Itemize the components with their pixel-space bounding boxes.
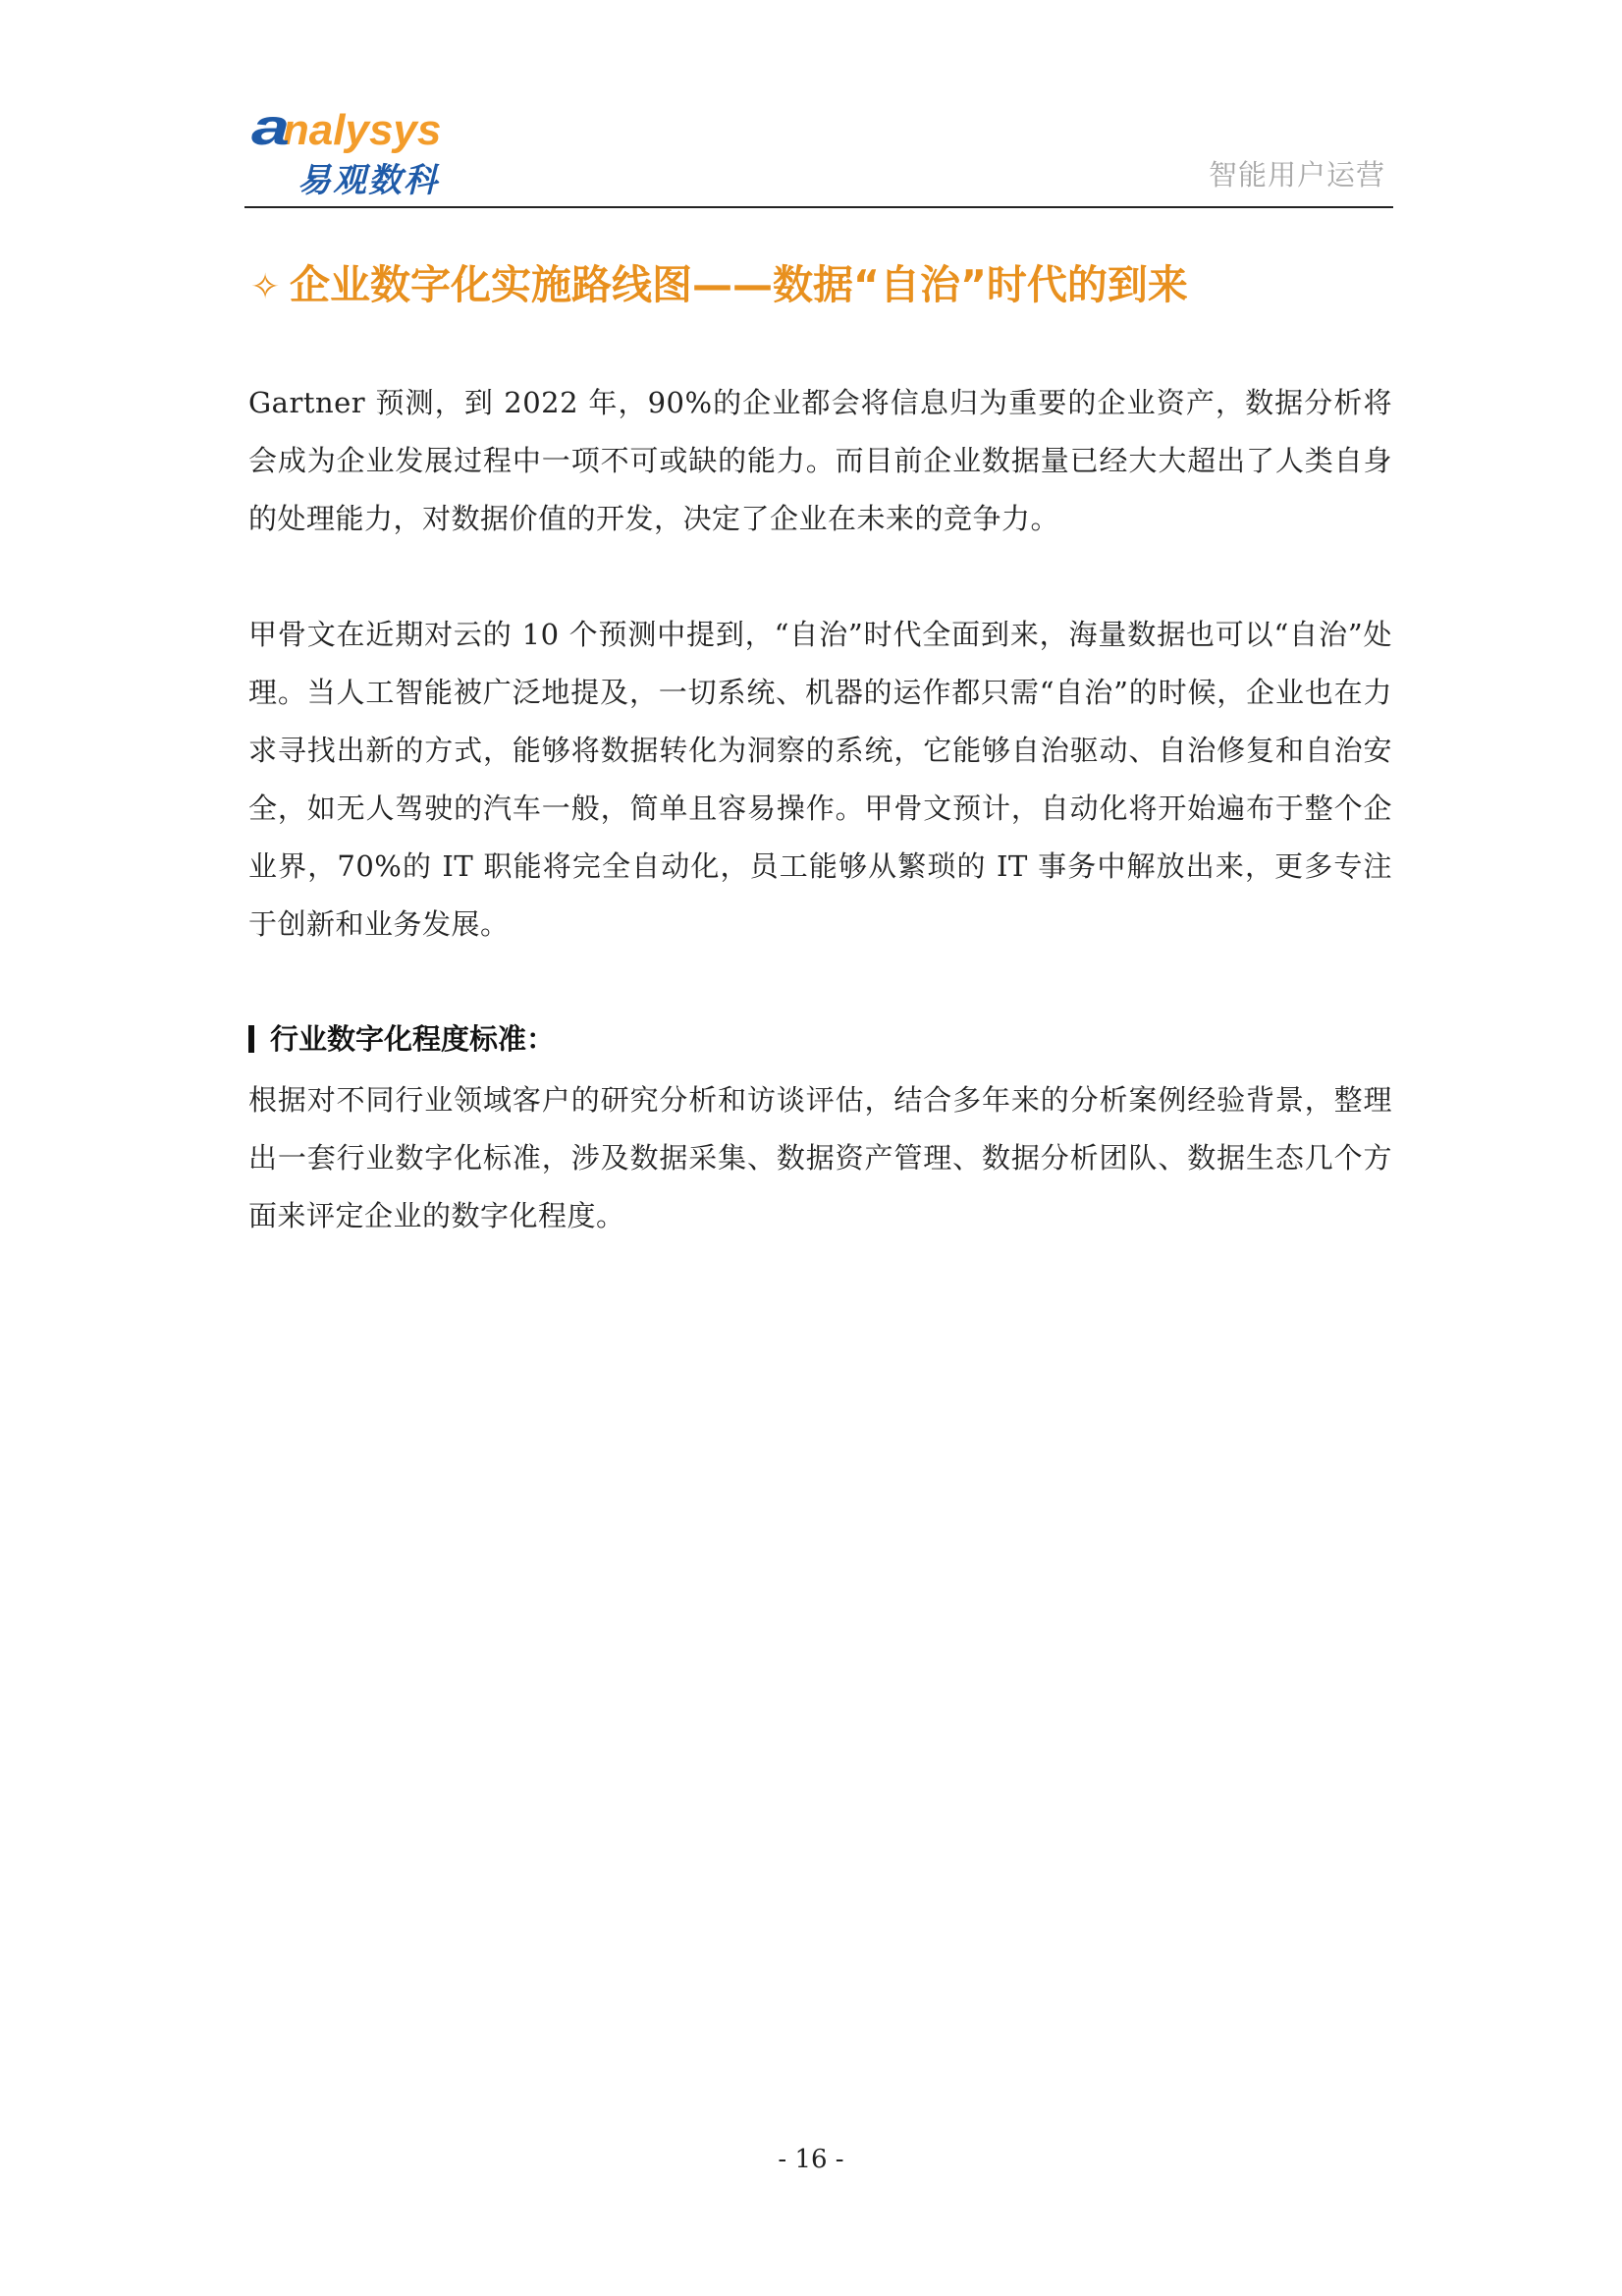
diamond-bullet-icon: ✧ — [250, 267, 281, 307]
paragraph-oracle: 甲骨文在近期对云的 10 个预测中提到，“自治”时代全面到来，海量数据也可以“自治”处理。当人工智能被广泛地提及，一切系统、机器的运作都只需“自治”的时候，企业也在力求寻找出新的方式，能够将数据转化为洞察的系统，它能够自治驱动、自治修复和自治安全，如无人驾驶的汽车一般，简单且容易操作。甲骨文预计，自动化将开始遍布于整个企业界，70%的 IT 职能将完全自动化，员工能够从繁琐的 IT 事务中解放出来，更多专注于创新和业务发展。 — [248, 618, 1392, 941]
paragraph-standard: 根据对不同行业领域客户的研究分析和访谈评估，结合多年来的分析案例经验背景，整理出一套行业数字化标准，涉及数据采集、数据资产管理、数据分析团队、数据生态几个方面来评定企业的数字化程度。 — [248, 1083, 1392, 1232]
section-title — [250, 257, 1389, 315]
logo-a-swoosh-icon: a — [250, 99, 290, 156]
page-number: - 16 - — [778, 2145, 844, 2174]
logo-chinese-name: 易观数科 — [297, 161, 439, 200]
header-section-tag: 智能用户运营 — [1208, 158, 1385, 191]
subsection-heading-text: 行业数字化程度标准： — [270, 1022, 556, 1056]
logo-wordmark — [250, 98, 442, 157]
page-header — [244, 98, 1393, 210]
subsection-heading — [248, 1019, 555, 1059]
paragraph-gartner: Gartner 预测，到 2022 年，90%的企业都会将信息归为重要的企业资产，数据分析将会成为企业发展过程中一项不可或缺的能力。而目前企业数据量已经大大超出了人类自身的处理能力，对数据价值的开发，决定了企业在未来的竞争力。 — [248, 386, 1392, 535]
heading-bar-icon — [248, 1025, 254, 1053]
header-divider — [244, 206, 1393, 208]
section-title-text: 企业数字化实施路线图——数据“自治”时代的到来 — [290, 261, 1188, 308]
analysys-logo — [250, 98, 512, 201]
logo-wordmark-text: nalysys — [282, 106, 442, 154]
